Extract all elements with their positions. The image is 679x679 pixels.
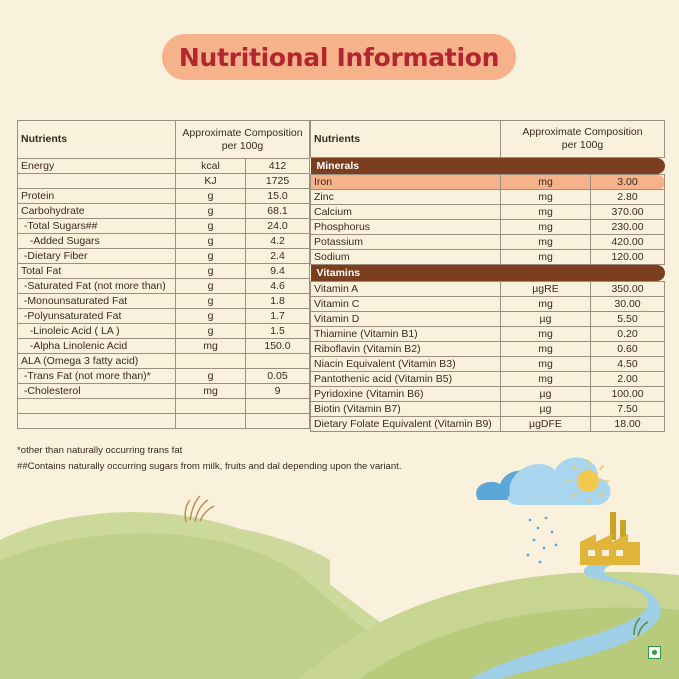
nutrient-value: 2.00 [591, 372, 665, 387]
nutrient-name: Energy [18, 159, 176, 174]
nutrient-value: 100.00 [591, 387, 665, 402]
nutrient-unit: g [176, 249, 246, 264]
table-row [18, 294, 310, 309]
nutrient-name: Iron [311, 175, 501, 190]
nutrient-value: 1.7 [246, 309, 310, 324]
table-row [18, 354, 310, 369]
nutrient-value: 15.0 [246, 189, 310, 204]
nutrient-name: Vitamin D [311, 312, 501, 327]
nutrient-name: -Added Sugars [18, 234, 176, 249]
nutrient-name: Zinc [311, 190, 501, 205]
header-nutrients-right: Nutrients [311, 121, 501, 158]
nutrient-name: Dietary Folate Equivalent (Vitamin B9) [311, 417, 501, 432]
title-pill [162, 34, 516, 80]
nutrient-name: -Total Sugars## [18, 219, 176, 234]
nutrient-unit: g [176, 324, 246, 339]
table-row [311, 175, 665, 190]
nutrient-value: 120.00 [591, 250, 665, 265]
rain-icon [527, 517, 558, 564]
nutrient-name: -Trans Fat (not more than)* [18, 369, 176, 384]
nutrient-name: Riboflavin (Vitamin B2) [311, 342, 501, 357]
table-row [311, 205, 665, 220]
nutrient-unit: mg [501, 235, 591, 250]
nutrient-value: 370.00 [591, 205, 665, 220]
nutrient-name: ALA (Omega 3 fatty acid) [18, 354, 176, 369]
header-nutrients: Nutrients [18, 121, 176, 159]
nutrient-name: -Polyunsaturated Fat [18, 309, 176, 324]
table-row [311, 327, 665, 342]
nutrient-value: 1.8 [246, 294, 310, 309]
nutrient-name [18, 174, 176, 189]
nutrient-value: 150.0 [246, 339, 310, 354]
nutrient-value: 412 [246, 159, 310, 174]
nutrient-unit: µgDFE [501, 417, 591, 432]
nutrient-unit: µgRE [501, 282, 591, 297]
nutrient-value: 18.00 [591, 417, 665, 432]
nutrient-value: 420.00 [591, 235, 665, 250]
table-row [18, 234, 310, 249]
table-row [311, 372, 665, 387]
nutrient-value [246, 399, 310, 414]
nutrient-name: Niacin Equivalent (Vitamin B3) [311, 357, 501, 372]
table-row [311, 220, 665, 235]
nutrient-value: 9 [246, 384, 310, 399]
nutrient-unit: kcal [176, 159, 246, 174]
nutrient-unit: g [176, 234, 246, 249]
veg-mark-icon [648, 646, 661, 659]
nutrient-value: 30.00 [591, 297, 665, 312]
nutrient-value [246, 354, 310, 369]
nutrient-name: Protein [18, 189, 176, 204]
nutrient-value: 1.5 [246, 324, 310, 339]
page-title: Nutritional Information [178, 42, 500, 72]
nutrient-name: -Dietary Fiber [18, 249, 176, 264]
table-row [311, 387, 665, 402]
nutrient-unit: g [176, 204, 246, 219]
table-row [18, 174, 310, 189]
nutrient-unit: mg [501, 342, 591, 357]
nutrient-name: Phosphorus [311, 220, 501, 235]
nutrient-unit [176, 399, 246, 414]
footnote-sugars: ##Contains naturally occurring sugars from milk, fruits and dal depending upon the variant. [17, 461, 402, 472]
nutrient-value: 4.50 [591, 357, 665, 372]
header-composition: Approximate Composition per 100g [176, 121, 310, 159]
table-row [18, 399, 310, 414]
nutrient-name: Pyridoxine (Vitamin B6) [311, 387, 501, 402]
nutrient-value: 350.00 [591, 282, 665, 297]
nutrient-unit: KJ [176, 174, 246, 189]
table-row [18, 219, 310, 234]
nutrient-unit: g [176, 309, 246, 324]
table-row [311, 282, 665, 297]
table-row [311, 312, 665, 327]
nutrient-value: 5.50 [591, 312, 665, 327]
table-row [18, 339, 310, 354]
nutrient-value: 24.0 [246, 219, 310, 234]
nutrient-unit: mg [501, 190, 591, 205]
table-row [18, 369, 310, 384]
table-row [18, 309, 310, 324]
nutrient-name: Pantothenic acid (Vitamin B5) [311, 372, 501, 387]
table-row [18, 159, 310, 174]
table-row [311, 357, 665, 372]
nutrient-name: Potassium [311, 235, 501, 250]
nutrient-value: 68.1 [246, 204, 310, 219]
nutrient-name [18, 399, 176, 414]
table-row [18, 249, 310, 264]
nutrient-unit: mg [501, 372, 591, 387]
nutrient-unit: g [176, 279, 246, 294]
nutrient-value: 3.00 [591, 175, 665, 190]
nutrient-unit: µg [501, 387, 591, 402]
table-row [311, 235, 665, 250]
header-composition-right: Approximate Composition per 100g [501, 121, 665, 158]
nutrient-value: 0.05 [246, 369, 310, 384]
nutrient-name [18, 414, 176, 429]
nutrient-unit: g [176, 219, 246, 234]
table-row [311, 190, 665, 205]
minerals-band-label: Minerals [311, 158, 665, 174]
nutrient-unit: g [176, 369, 246, 384]
nutrient-value: 0.60 [591, 342, 665, 357]
nutrient-value: 2.4 [246, 249, 310, 264]
nutrient-unit: g [176, 189, 246, 204]
nutrient-unit: µg [501, 312, 591, 327]
nutrient-name: -Alpha Linolenic Acid [18, 339, 176, 354]
nutrient-value: 1725 [246, 174, 310, 189]
nutrient-unit: g [176, 264, 246, 279]
nutrient-name: Vitamin C [311, 297, 501, 312]
nutrient-unit: mg [501, 250, 591, 265]
nutrient-value: 7.50 [591, 402, 665, 417]
nutrient-value: 230.00 [591, 220, 665, 235]
nutrient-unit: mg [501, 357, 591, 372]
nutrient-unit: µg [501, 402, 591, 417]
nutrient-unit [176, 414, 246, 429]
vitamins-band [311, 265, 665, 282]
table-row [18, 189, 310, 204]
nutrient-value [246, 414, 310, 429]
vitamins-band-label: Vitamins [311, 265, 665, 281]
nutrient-unit: mg [176, 339, 246, 354]
nutrient-value: 4.6 [246, 279, 310, 294]
nutrient-name: Calcium [311, 205, 501, 220]
table-row [18, 264, 310, 279]
nutrient-unit: mg [501, 327, 591, 342]
table-row [311, 250, 665, 265]
nutrient-unit: mg [501, 220, 591, 235]
footnotes [17, 443, 402, 475]
table-row [18, 204, 310, 219]
factory-icon [580, 512, 640, 565]
nutrient-name: -Cholesterol [18, 384, 176, 399]
nutrient-name: Biotin (Vitamin B7) [311, 402, 501, 417]
nutrient-unit [176, 354, 246, 369]
nutrient-value: 9.4 [246, 264, 310, 279]
nutrient-name: -Monounsaturated Fat [18, 294, 176, 309]
nutrient-name: Carbohydrate [18, 204, 176, 219]
nutrients-table-left [17, 120, 310, 429]
minerals-band [311, 158, 665, 175]
table-row [18, 384, 310, 399]
nutrient-value: 0.20 [591, 327, 665, 342]
nutrient-name: -Linoleic Acid ( LA ) [18, 324, 176, 339]
table-row [311, 297, 665, 312]
table-row [18, 324, 310, 339]
nutrient-unit: mg [501, 297, 591, 312]
table-row [311, 402, 665, 417]
nutrient-name: Sodium [311, 250, 501, 265]
nutrient-name: Total Fat [18, 264, 176, 279]
footnote-trans-fat: *other than naturally occurring trans fat [17, 445, 183, 456]
nutrient-name: Thiamine (Vitamin B1) [311, 327, 501, 342]
nutrient-value: 2.80 [591, 190, 665, 205]
table-row [311, 342, 665, 357]
nutrient-unit: g [176, 294, 246, 309]
nutrient-unit: mg [176, 384, 246, 399]
table-row [311, 417, 665, 432]
nutrient-unit: mg [501, 205, 591, 220]
table-row [18, 279, 310, 294]
nutrient-unit: mg [501, 175, 591, 190]
nutrient-value: 4.2 [246, 234, 310, 249]
nutrients-table-right [310, 120, 665, 432]
table-row [18, 414, 310, 429]
nutrient-name: Vitamin A [311, 282, 501, 297]
nutrient-name: -Saturated Fat (not more than) [18, 279, 176, 294]
